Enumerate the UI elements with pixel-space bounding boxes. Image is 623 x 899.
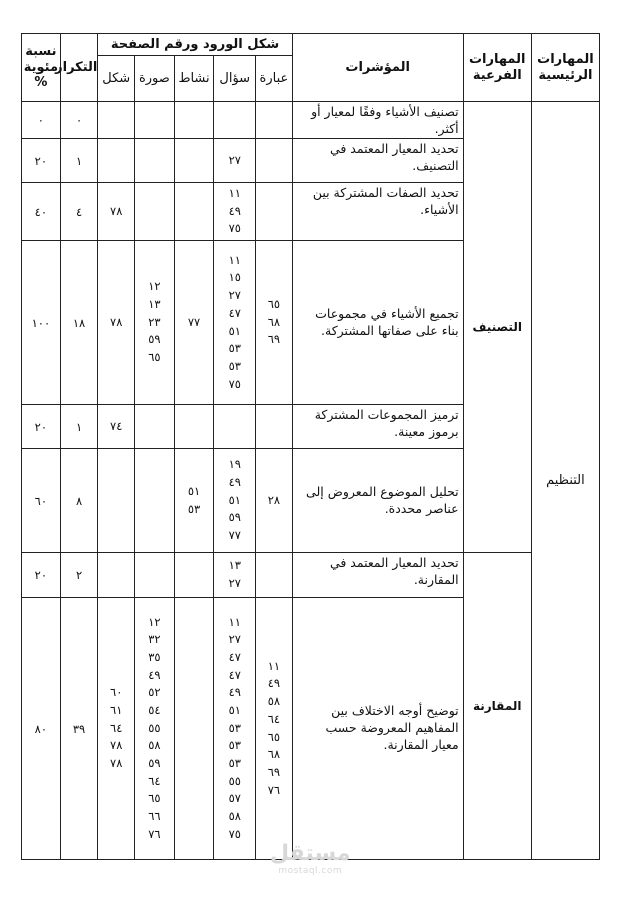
indicator-cell: تجميع الأشياء في مجموعات بناء على صفاتها المشتركة. — [292, 241, 463, 405]
page-number: ٦١ — [110, 702, 123, 717]
phrase-cell — [256, 241, 293, 405]
question-cell — [214, 102, 256, 139]
picture-cell — [135, 449, 175, 553]
page-number: ١٩ — [228, 457, 241, 472]
page-number: ٧٥ — [228, 376, 241, 391]
shape-cell — [98, 449, 135, 553]
page-number: ٧٨ — [110, 756, 123, 771]
page-number: ٦٦ — [148, 809, 161, 824]
page-number: ١١ — [267, 658, 281, 673]
page-number: ١١ — [228, 185, 241, 200]
activity-cell — [174, 139, 214, 183]
percent-cell: ٢٠ — [22, 553, 61, 598]
page-number: ٤٩ — [228, 474, 241, 489]
page-number: ٧٧ — [187, 314, 201, 329]
picture-cell — [135, 241, 175, 405]
page-number: ١٣ — [228, 558, 241, 573]
percent-cell: ٦٠ — [22, 449, 61, 553]
page-number: ٦٤ — [267, 711, 281, 726]
page-number: ٧٦ — [148, 826, 161, 841]
page-number: ٦٥ — [267, 729, 281, 744]
percent-cell: ٢٠ — [22, 405, 61, 449]
page-number: ٧٦ — [267, 782, 281, 797]
page-number: ١٢ — [148, 614, 161, 629]
header-shape: شكل — [98, 56, 135, 102]
page-number: ٤٩ — [228, 685, 241, 700]
percent-cell: ٢٠ — [22, 139, 61, 183]
watermark-logo: مستقل — [270, 841, 351, 866]
page-number: ٥١ — [187, 483, 201, 498]
page-number: ٥٥ — [148, 720, 161, 735]
indicators-table — [21, 33, 600, 860]
watermark-site: mostaql.com — [278, 866, 343, 876]
phrase-cell — [256, 102, 293, 139]
header-frequency: التكرار — [60, 34, 98, 102]
frequency-cell: ٣٩ — [60, 598, 98, 860]
shape-cell — [98, 405, 135, 449]
phrase-cell — [256, 405, 293, 449]
page-number: ٥٣ — [228, 756, 241, 771]
picture-cell — [135, 183, 175, 241]
frequency-cell: ٠ — [60, 102, 98, 139]
page-number: ٦٤ — [110, 720, 123, 735]
page-number: ٥٤ — [148, 702, 161, 717]
page-number: ٥١ — [228, 323, 241, 338]
page-number: ٥٣ — [187, 501, 201, 516]
page-number: ٧٧ — [228, 528, 241, 543]
page-number: ١٥ — [228, 270, 241, 285]
page-number: ٢٧ — [228, 152, 241, 167]
activity-cell — [174, 449, 214, 553]
page-number: ٧٨ — [110, 738, 123, 753]
page-number: ٢٨ — [267, 492, 281, 507]
page-number: ٥١ — [228, 492, 241, 507]
frequency-cell: ١ — [60, 139, 98, 183]
page-number: ٣٢ — [148, 632, 161, 647]
page-number: ٧٥ — [228, 826, 241, 841]
activity-cell — [174, 241, 214, 405]
page-number: ١١ — [228, 252, 241, 267]
phrase-cell — [256, 183, 293, 241]
phrase-cell — [256, 139, 293, 183]
page-number: ٦٨ — [267, 314, 281, 329]
header-picture: صورة — [135, 56, 175, 102]
header-form-group: شكل الورود ورقم الصفحة — [98, 34, 292, 56]
activity-cell — [174, 102, 214, 139]
page-number: ٤٩ — [148, 667, 161, 682]
page-number: ٦٩ — [267, 764, 281, 779]
indicator-cell: توضيح أوجه الاختلاف بين المفاهيم المعروضة حسب معيار المقارنة. — [292, 598, 463, 860]
main-skill-cell: التنظيم — [531, 102, 599, 860]
page-number: ١١ — [228, 614, 241, 629]
indicator-cell: تحديد الصفات المشتركة بين الأشياء. — [292, 183, 463, 241]
page-number: ٧٨ — [110, 203, 123, 218]
page-number: ١٣ — [148, 296, 161, 311]
header-indicators: المؤشرات — [292, 34, 463, 102]
page-number: ٦٥ — [148, 791, 161, 806]
page-number: ٦٥ — [148, 350, 161, 365]
question-cell — [214, 183, 256, 241]
frequency-cell: ٤ — [60, 183, 98, 241]
picture-cell — [135, 598, 175, 860]
table-row — [22, 102, 600, 139]
page-number: ٢٣ — [148, 314, 161, 329]
table-row — [22, 553, 600, 598]
activity-cell — [174, 553, 214, 598]
page-number: ٥١ — [228, 702, 241, 717]
page-number: ٢٧ — [228, 632, 241, 647]
shape-cell — [98, 598, 135, 860]
indicator-cell: ترميز المجموعات المشتركة برموز معينة. — [292, 405, 463, 449]
shape-cell — [98, 183, 135, 241]
page-number: ٥٩ — [148, 756, 161, 771]
page-number: ٦٥ — [267, 296, 281, 311]
shape-cell — [98, 102, 135, 139]
page-number: ٦٤ — [148, 773, 161, 788]
picture-cell — [135, 405, 175, 449]
frequency-cell: ٢ — [60, 553, 98, 598]
page-number: ٥٢ — [148, 685, 161, 700]
question-cell — [214, 241, 256, 405]
sub-skill-cell: التصنيف — [463, 102, 531, 553]
page-number: ٦٠ — [110, 685, 123, 700]
page-number: ٥٨ — [148, 738, 161, 753]
indicator-cell: تحديد المعيار المعتمد في المقارنة. — [292, 553, 463, 598]
question-cell — [214, 139, 256, 183]
page-number: ٥٩ — [228, 510, 241, 525]
page-number: ٥٧ — [228, 791, 241, 806]
activity-cell — [174, 183, 214, 241]
page-number: ٥٣ — [228, 720, 241, 735]
header-phrase: عبارة — [256, 56, 293, 102]
frequency-cell: ٨ — [60, 449, 98, 553]
shape-cell — [98, 139, 135, 183]
page-number: ٤٧ — [228, 649, 241, 664]
page-number: ٥٣ — [228, 358, 241, 373]
page-number: ١٢ — [148, 279, 161, 294]
page-number: ٥٨ — [267, 694, 281, 709]
page-number: ٥٥ — [228, 773, 241, 788]
page-number: ٦٨ — [267, 747, 281, 762]
phrase-cell — [256, 553, 293, 598]
page-number: ٧٥ — [228, 221, 241, 236]
question-cell — [214, 553, 256, 598]
percent-cell: ١٠٠ — [22, 241, 61, 405]
indicator-cell: تحليل الموضوع المعروض إلى عناصر محددة. — [292, 449, 463, 553]
header-main-skills: المهارات الرئيسية — [531, 34, 599, 102]
picture-cell — [135, 102, 175, 139]
page-number: ٢٧ — [228, 576, 241, 590]
question-cell — [214, 449, 256, 553]
indicator-cell: تصنيف الأشياء وفقًا لمعيار أو أكثر. — [292, 102, 463, 139]
picture-cell — [135, 553, 175, 598]
header-percent: نسبة مئوية % — [22, 34, 61, 102]
percent-cell: ٤٠ — [22, 183, 61, 241]
page-number: ٢٧ — [228, 288, 241, 303]
frequency-cell: ١ — [60, 405, 98, 449]
header-sub-skills: المهارات الفرعية — [463, 34, 531, 102]
page-number: ٤٩ — [267, 676, 281, 691]
page-number: ٥٣ — [228, 341, 241, 356]
page-number: ٣٥ — [148, 649, 161, 664]
header-question: سؤال — [214, 56, 256, 102]
frequency-cell: ١٨ — [60, 241, 98, 405]
page-number: ٤٧ — [228, 305, 241, 320]
percent-cell: ٠ — [22, 102, 61, 139]
page-number: ٥٣ — [228, 738, 241, 753]
shape-cell — [98, 553, 135, 598]
activity-cell — [174, 405, 214, 449]
question-cell — [214, 405, 256, 449]
page-number: ٤٩ — [228, 203, 241, 218]
page-number: ٦٩ — [267, 332, 281, 347]
phrase-cell — [256, 598, 293, 860]
indicator-cell: تحديد المعيار المعتمد في التصنيف. — [292, 139, 463, 183]
header-activity: نشاط — [174, 56, 214, 102]
sub-skill-cell: المقارنة — [463, 553, 531, 860]
percent-cell: ٨٠ — [22, 598, 61, 860]
activity-cell — [174, 598, 214, 860]
shape-cell — [98, 241, 135, 405]
page-number: ٥٨ — [228, 809, 241, 824]
picture-cell — [135, 139, 175, 183]
phrase-cell — [256, 449, 293, 553]
question-cell — [214, 598, 256, 860]
watermark — [270, 842, 350, 876]
page-number: ٧٤ — [110, 418, 123, 433]
page-number: ٤٧ — [228, 667, 241, 682]
page-number: ٧٨ — [110, 314, 123, 329]
page-number: ٥٩ — [148, 332, 161, 347]
